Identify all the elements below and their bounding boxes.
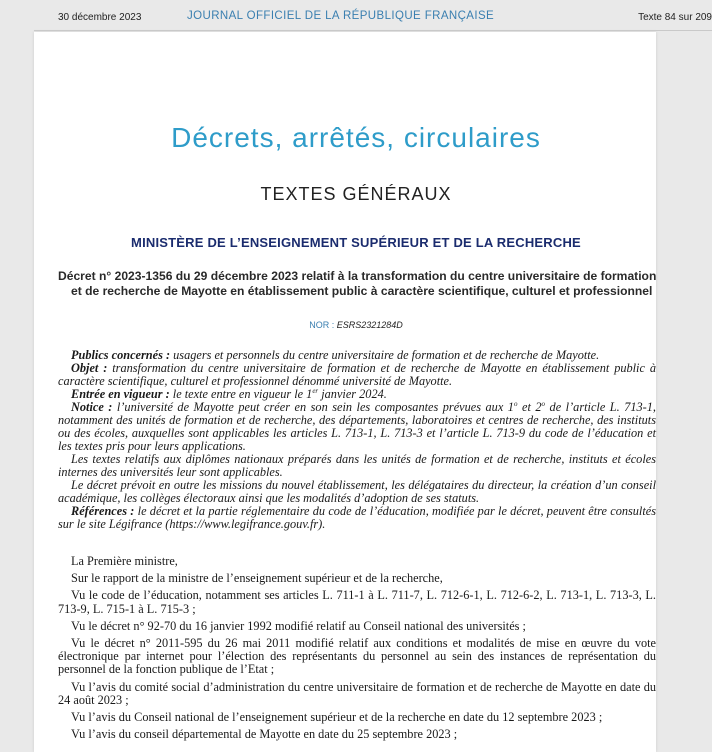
section-subtitle: TEXTES GÉNÉRAUX xyxy=(260,184,452,204)
summary-notice xyxy=(58,401,656,453)
decree-body xyxy=(58,555,656,745)
summary-references xyxy=(58,505,656,531)
decree-title: Décret n° 2023-1356 du 29 décembre 2023 relatif à la transformation du centre universitaire de formation et de recherche de Mayotte en établissement public à caractère scientifique, culturel et professionnel xyxy=(58,269,657,298)
publics-text: usagers et personnels du centre universitaire de formation et de recherche de Mayotte. xyxy=(170,348,600,362)
decree-summary xyxy=(58,349,656,531)
body-vu-decret-92: Vu le décret n° 92-70 du 16 janvier 1992 modifié relatif au Conseil national des universités ; xyxy=(71,618,526,633)
body-vu-avis-conseil-departemental: Vu l’avis du conseil départemental de Mayotte en date du 25 septembre 2023 ; xyxy=(71,727,458,742)
body-vu-decret-2011: Vu le décret n° 2011-595 du 26 mai 2011 modifié relatif aux conditions et modalités de mise en œuvre du vote électronique par internet pour l’élection des représentants du personnel au sein des instances de représentation du personnel de la fonction publique de l’Etat ; xyxy=(58,636,656,677)
header-divider xyxy=(34,30,712,31)
references-text: le décret et la partie réglementaire du code de l’éducation, modifiée par le décret, peuvent être consultés sur le site Légifrance (https://www.legifrance.gouv.fr). xyxy=(58,504,657,531)
page-header xyxy=(34,8,712,30)
notice-text-a: l’université de Mayotte peut créer en son sein les composantes prévues aux 1 xyxy=(112,400,514,414)
entree-text-b: janvier 2024. xyxy=(318,387,387,401)
nor-label: NOR : xyxy=(309,320,337,330)
nor-reference xyxy=(0,320,712,330)
body-vu-avis-conseil-national: Vu l’avis du Conseil national de l’enseignement supérieur et de la recherche en date du 12 septembre 2023 ; xyxy=(71,710,603,725)
entree-sup: er xyxy=(312,387,319,395)
notice-label: Notice : xyxy=(71,400,113,414)
header-journal-title: JOURNAL OFFICIEL DE LA RÉPUBLIQUE FRANÇAISE xyxy=(187,10,495,22)
notice-sup-1: o xyxy=(513,400,518,408)
summary-decret: Le décret prévoit en outre les missions du nouvel établissement, les délégataires du directeur, la création d’un conseil académique, les collèges électoraux ainsi que les modalités d’adoption de ses statuts. xyxy=(58,478,656,505)
objet-label: Objet : xyxy=(71,361,108,375)
objet-text: transformation du centre universitaire de formation et de recherche de Mayotte en établissement public à caractère scientifique, culturel et professionnel dénommé université de Mayotte. xyxy=(58,361,656,388)
summary-diplomes: Les textes relatifs aux diplômes nationaux préparés dans les unités de formation et de recherche, instituts et écoles internes des universités leur sont applicables. xyxy=(58,452,656,479)
section-title: Décrets, arrêtés, circulaires xyxy=(171,122,541,153)
notice-text-c: de l’article L. 713-1, notamment des unités de formation et de recherche, des départements, laboratoires et centres de recherche, des instituts ou des écoles, auxquelles sont applicables les articles L. 713-1, L. 713-3 et l’article L. 713-9 du code de l’éducation et les textes pris pour leurs applications. xyxy=(58,400,656,453)
notice-sup-2: o xyxy=(541,400,546,408)
body-vu-avis-comite: Vu l’avis du comité social d’administration du centre universitaire de formation et de recherche de Mayotte en date du 24 août 2023 ; xyxy=(58,679,656,707)
ministry-heading: MINISTÈRE DE L’ENSEIGNEMENT SUPÉRIEUR ET DE LA RECHERCHE xyxy=(131,235,581,250)
references-label: Références : xyxy=(71,504,135,518)
body-rapport: Sur le rapport de la ministre de l’enseignement supérieur et de la recherche, xyxy=(71,571,443,586)
body-premiere-ministre: La Première ministre, xyxy=(71,554,178,568)
entree-label: Entrée en vigueur : xyxy=(71,387,170,401)
notice-text-b: et 2 xyxy=(517,400,542,414)
publics-label: Publics concernés : xyxy=(71,348,171,362)
nor-code: ESRS2321284D xyxy=(336,320,403,330)
header-date: 30 décembre 2023 xyxy=(58,12,142,23)
body-vu-code: Vu le code de l’éducation, notamment ses articles L. 711-1 à L. 711-7, L. 712-6-1, L. 712-6-2, L. 713-1, L. 713-3, L. 713-9, L. 715-1 à L. 715-3 ; xyxy=(58,588,656,616)
summary-objet xyxy=(58,362,656,388)
header-text-number: Texte 84 sur 209 xyxy=(638,12,712,23)
entree-text-a: le texte entre en vigueur le 1 xyxy=(169,387,313,401)
